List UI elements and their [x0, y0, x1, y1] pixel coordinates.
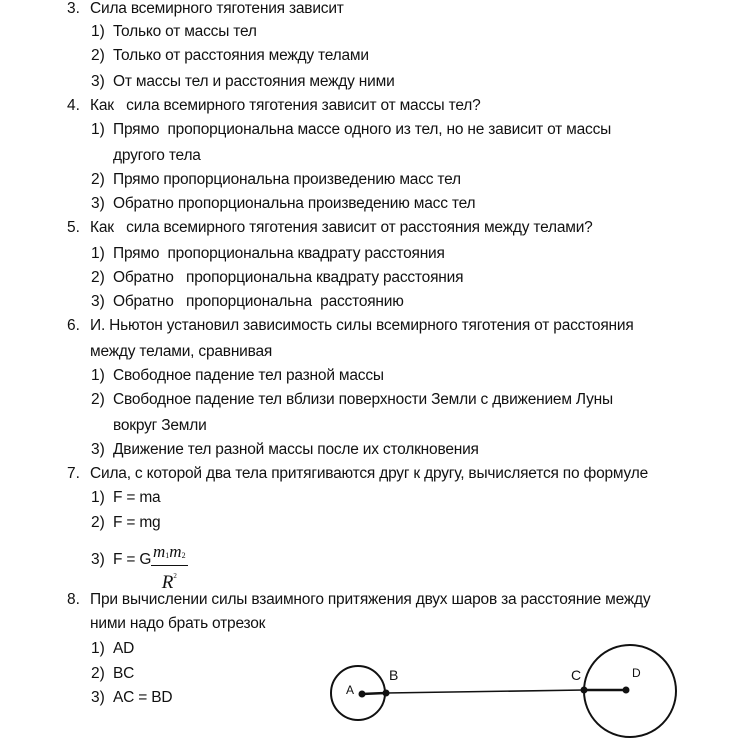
question-text: И. Ньютон установил зависимость силы всемирного тяготения от расстояния: [90, 317, 634, 334]
point-a: [359, 691, 366, 698]
question-text-continuation: между телами, сравнивая: [90, 343, 273, 360]
option-text: AC = BD: [113, 689, 173, 706]
label-d: D: [632, 666, 641, 680]
question-text: Сила всемирного тяготения зависит: [90, 0, 344, 17]
point-d: [623, 687, 630, 694]
option-text: Прямо пропорциональна массе одного из тел, но не зависит от массы: [113, 121, 612, 138]
question-number: 6.: [67, 317, 80, 334]
option-text: Обратно пропорциональна произведению масс тел: [113, 195, 476, 212]
question-number: 4.: [67, 97, 80, 114]
option-text: F = ma: [113, 489, 161, 506]
option-label: 3): [91, 73, 105, 90]
option-text: Только от расстояния между телами: [113, 47, 369, 64]
question-number: 8.: [67, 591, 80, 608]
option-label: 3): [91, 551, 105, 568]
question-number: 3.: [67, 0, 80, 17]
option-text: От массы тел и расстояния между ними: [113, 73, 395, 90]
option-text: Прямо пропорциональна квадрату расстояния: [113, 245, 445, 262]
option-label: 2): [91, 171, 105, 188]
m1-subscript: 1: [165, 551, 170, 560]
option-label: 1): [91, 489, 105, 506]
question-text: При вычислении силы взаимного притяжения двух шаров за расстояние между: [90, 591, 651, 608]
m2-symbol: m: [169, 542, 182, 561]
option-text: F = mg: [113, 514, 161, 531]
option-label: 2): [91, 269, 105, 286]
option-text: Только от массы тел: [113, 23, 257, 40]
option-label: 3): [91, 689, 105, 706]
label-b: B: [389, 667, 399, 683]
option-label: 1): [91, 367, 105, 384]
option-label: 1): [91, 23, 105, 40]
segment-bc: [386, 690, 584, 693]
option-label: 3): [91, 441, 105, 458]
question-text: Сила, с которой два тела притягиваются друг к другу, вычисляется по формуле: [90, 465, 649, 482]
question-text: Как сила всемирного тяготения зависит от расстояния между телами?: [90, 219, 593, 236]
option-label: 1): [91, 245, 105, 262]
option-text: AD: [113, 640, 135, 657]
question-number: 7.: [67, 465, 80, 482]
option-text: Обратно пропорциональна расстоянию: [113, 293, 404, 310]
point-b: [383, 690, 390, 697]
question-text-continuation: ними надо брать отрезок: [90, 615, 266, 632]
segment-ab: [362, 693, 386, 694]
option-label: 2): [91, 47, 105, 64]
option-text: Движение тел разной массы после их столкновения: [113, 441, 479, 458]
option-label: 3): [91, 293, 105, 310]
m2-subscript: 2: [181, 551, 186, 560]
option-label: 2): [91, 391, 105, 408]
question-number: 5.: [67, 219, 80, 236]
option-text-continuation: другого тела: [113, 147, 201, 164]
point-c: [581, 687, 588, 694]
option-text: BC: [113, 665, 135, 682]
option-text: F = G: [113, 551, 152, 568]
r-exponent: 2: [173, 572, 177, 580]
option-label: 3): [91, 195, 105, 212]
option-text: Свободное падение тел разной массы: [113, 367, 384, 384]
label-a: A: [346, 683, 355, 697]
option-text-continuation: вокруг Земли: [113, 417, 207, 434]
option-text: Прямо пропорциональна произведению масс тел: [113, 171, 461, 188]
m1-symbol: m: [153, 542, 166, 561]
question-text: Как сила всемирного тяготения зависит от массы тел?: [90, 97, 481, 114]
r-symbol: R: [161, 572, 174, 593]
label-c: C: [571, 667, 582, 683]
option-label: 1): [91, 121, 105, 138]
option-text: Свободное падение тел вблизи поверхности Земли с движением Луны: [113, 391, 613, 408]
option-label: 1): [91, 640, 105, 657]
option-label: 2): [91, 665, 105, 682]
option-label: 2): [91, 514, 105, 531]
option-text: Обратно пропорциональна квадрату расстояния: [113, 269, 464, 286]
